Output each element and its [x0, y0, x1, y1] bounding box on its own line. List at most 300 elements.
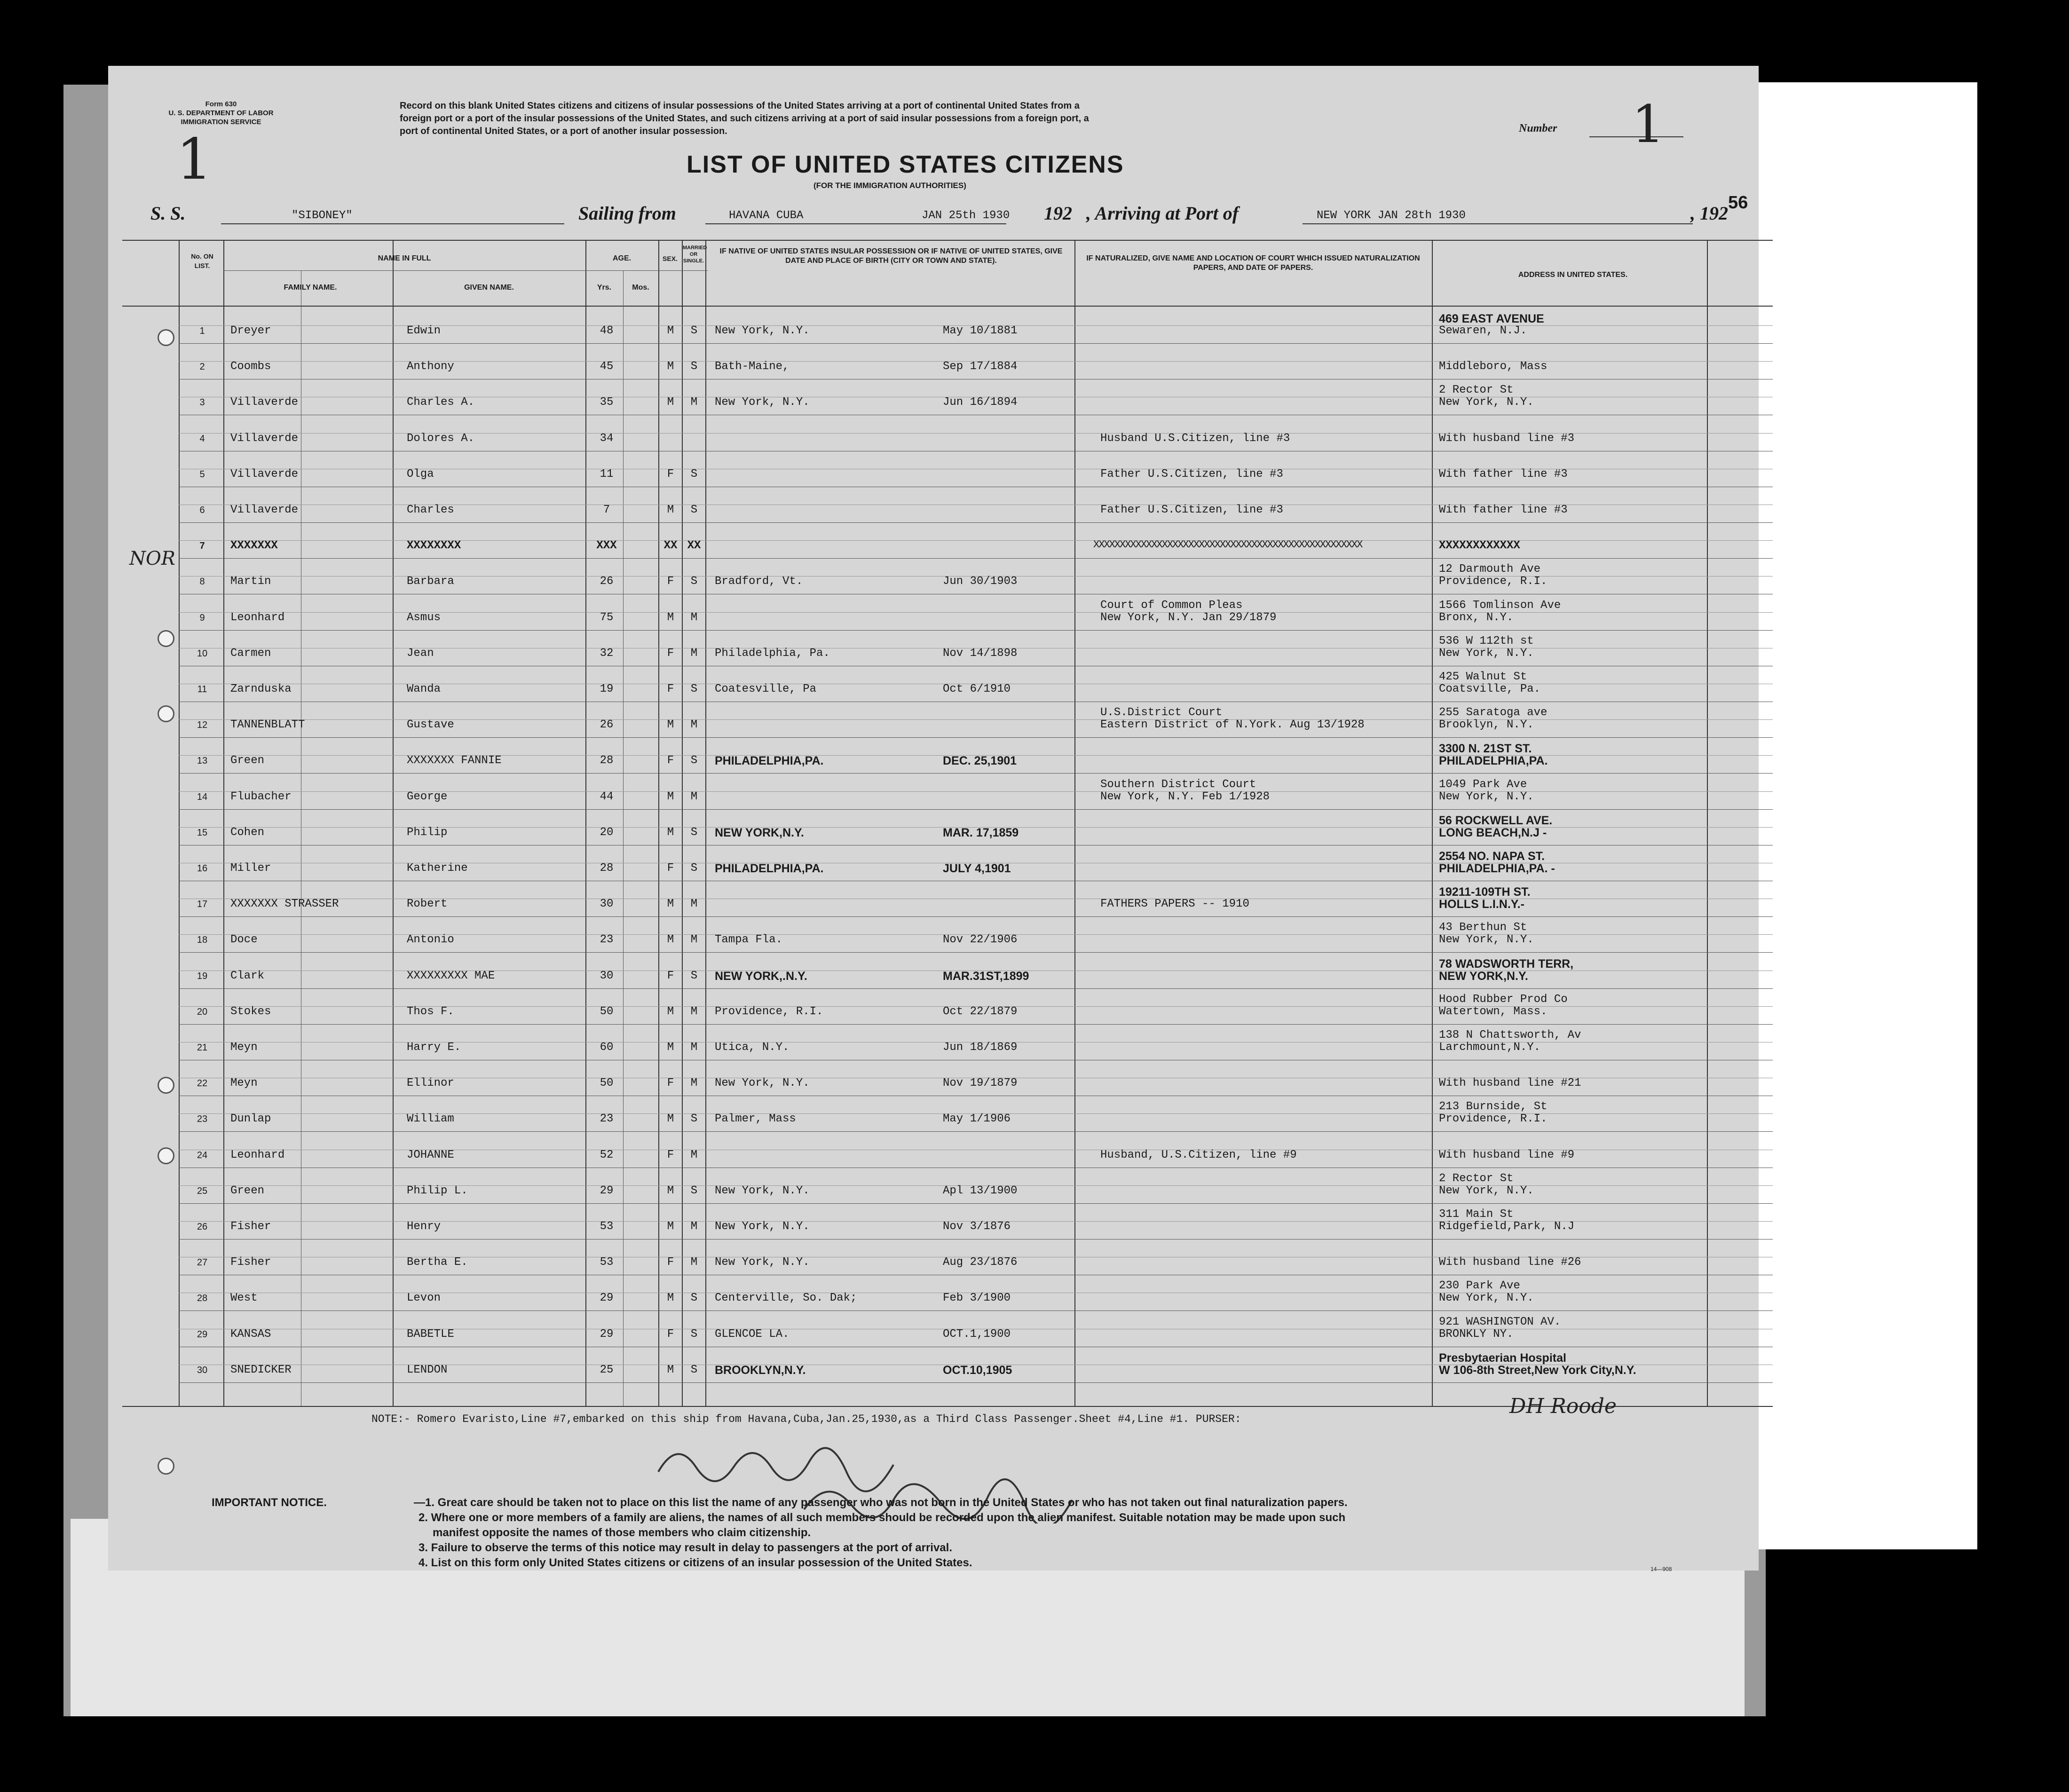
row-sex: F	[667, 969, 674, 982]
row-family: Zarnduska	[230, 683, 292, 695]
row-family: Villaverde	[230, 396, 299, 409]
from-underline	[705, 223, 1006, 224]
row-yrs: 34	[600, 432, 614, 445]
row-given: Olga	[407, 467, 434, 481]
row-sex: F	[667, 862, 674, 875]
row-addr1: 1049 Park Ave	[1439, 778, 1527, 791]
row-ms: XX	[687, 539, 701, 553]
col-no: No. ON LIST.	[191, 253, 213, 269]
row-ms: S	[690, 1184, 698, 1197]
instructions-line: foreign port or a port of the insular possessions of the United States, and such citizens arriving at a port of said insular possessions from a foreign port, a	[400, 113, 1089, 124]
row-yrs: 53	[600, 1220, 614, 1233]
instructions	[400, 100, 1552, 138]
row-date: JULY 4,1901	[943, 862, 1011, 875]
row-nat2: FATHERS PAPERS -- 1910	[1100, 898, 1249, 911]
row-sex: M	[667, 1005, 674, 1018]
row-yrs: 25	[600, 1363, 614, 1376]
row-given: Charles	[407, 504, 454, 516]
row-sex: M	[667, 1113, 674, 1126]
row-place: New York, N.Y.	[715, 1220, 810, 1233]
row-addr2: With husband line #9	[1439, 1148, 1575, 1161]
row-given: Henry	[407, 1220, 441, 1233]
sailing-date: JAN 25th 1930	[922, 209, 1010, 222]
row-rule	[179, 630, 1773, 631]
col-age: AGE.	[612, 254, 632, 262]
table-header-rule	[122, 306, 1773, 307]
notice-item: manifest opposite the names of those members who claim citizenship.	[433, 1526, 811, 1539]
row-addr2: Bronx, N.Y.	[1439, 611, 1514, 624]
row-yrs: 60	[600, 1041, 614, 1054]
row-nat2: Eastern District of N.York. Aug 13/1928	[1100, 718, 1365, 732]
form-number: Form 630	[205, 100, 237, 108]
row-family: Doce	[230, 933, 258, 947]
row-sex: F	[667, 575, 674, 588]
year-printed: 192	[1044, 203, 1072, 224]
row-rule	[179, 952, 1773, 953]
row-date: Nov 3/1876	[943, 1220, 1011, 1233]
row-no: 17	[197, 899, 208, 910]
row-addr1: 19211-109TH ST.	[1439, 885, 1531, 899]
row-given: William	[407, 1113, 454, 1126]
row-sex: M	[667, 1363, 674, 1376]
row-addr1: 2 Rector St	[1439, 384, 1514, 397]
table-top-rule	[122, 240, 1773, 241]
row-given: Gustave	[407, 718, 454, 732]
row-addr1: 311 Main St	[1439, 1208, 1514, 1221]
row-ms: M	[690, 933, 698, 947]
row-ms: M	[690, 611, 698, 624]
row-addr1: 2 Rector St	[1439, 1172, 1514, 1185]
row-sex: M	[667, 718, 674, 732]
row-family: West	[230, 1292, 258, 1305]
row-place: BROOKLYN,N.Y.	[715, 1363, 806, 1377]
form-code: 14—908	[1650, 1566, 1672, 1572]
row-addr2: With husband line #21	[1439, 1077, 1581, 1090]
note-line: NOTE:- Romero Evaristo,Line #7,embarked on this ship from Havana,Cuba,Jan.25,1930,as a Third Class Passenger.Sheet #4,Line #1. PURSER:	[371, 1413, 1241, 1425]
row-date: DEC. 25,1901	[943, 754, 1017, 768]
row-family: XXXXXXX STRASSER	[230, 898, 339, 911]
row-rule	[179, 1131, 1773, 1132]
row-date: Nov 14/1898	[943, 647, 1018, 660]
row-family: Flubacher	[230, 790, 292, 803]
punch-hole	[158, 1077, 174, 1094]
row-rule	[179, 809, 1773, 810]
row-ms: M	[690, 1256, 698, 1269]
row-no: 27	[197, 1257, 208, 1268]
row-family: Carmen	[230, 647, 271, 660]
row-given: Barbara	[407, 575, 454, 588]
col-address: ADDRESS IN UNITED STATES.	[1518, 271, 1628, 279]
row-family: Leonhard	[230, 611, 285, 624]
row-sex: M	[667, 933, 674, 947]
row-addr1: 12 Darmouth Ave	[1439, 563, 1541, 576]
col-name-in-full: NAME IN FULL	[378, 254, 431, 262]
row-sex: M	[667, 611, 674, 624]
row-place: New York, N.Y.	[715, 1077, 810, 1090]
row-sex: F	[667, 1148, 674, 1161]
row-addr2: Watertown, Mass.	[1439, 1005, 1548, 1018]
row-given: Asmus	[407, 611, 441, 624]
row-sex: F	[667, 1077, 674, 1090]
row-addr2: With husband line #26	[1439, 1256, 1581, 1269]
row-ms: M	[690, 790, 698, 803]
row-nat1: Court of Common Pleas	[1100, 599, 1243, 612]
number-label: Number	[1519, 122, 1557, 134]
row-addr2: New York, N.Y.	[1439, 933, 1534, 947]
row-addr1: 921 WASHINGTON AV.	[1439, 1315, 1561, 1328]
row-date: May 10/1881	[943, 324, 1018, 337]
row-no: 10	[197, 648, 208, 659]
row-given: Anthony	[407, 360, 454, 373]
row-yrs: 7	[603, 504, 610, 516]
row-date: Sep 17/1884	[943, 360, 1018, 373]
row-given: LENDON	[407, 1363, 448, 1376]
row-sex: F	[667, 467, 674, 481]
row-sex: M	[667, 360, 674, 373]
row-addr2: Providence, R.I.	[1439, 575, 1548, 588]
row-family: Miller	[230, 862, 271, 875]
row-date: Jun 30/1903	[943, 575, 1018, 588]
row-no: 26	[197, 1222, 208, 1232]
row-yrs: 48	[600, 324, 614, 337]
row-yrs: 29	[600, 1327, 614, 1341]
row-no: 18	[197, 935, 208, 946]
row-yrs: XXX	[596, 539, 617, 553]
page-number: 56	[1728, 193, 1748, 213]
row-addr1: 469 EAST AVENUE	[1439, 312, 1544, 325]
row-place: New York, N.Y.	[715, 1184, 810, 1197]
row-rule	[179, 737, 1773, 738]
row-yrs: 29	[600, 1184, 614, 1197]
row-sex: F	[667, 1256, 674, 1269]
row-addr1: 138 N Chattsworth, Av	[1439, 1029, 1581, 1042]
ship-underline	[221, 223, 564, 224]
row-yrs: 75	[600, 611, 614, 624]
row-date: Nov 19/1879	[943, 1077, 1018, 1090]
row-sex: M	[667, 790, 674, 803]
row-addr1: 536 W 112th st	[1439, 634, 1534, 647]
row-yrs: 35	[600, 396, 614, 409]
row-no: 29	[197, 1329, 208, 1340]
ship-name: "SIBONEY"	[292, 209, 353, 222]
row-addr1: 213 Burnside, St	[1439, 1100, 1548, 1113]
service: IMMIGRATION SERVICE	[181, 118, 261, 126]
row-rule	[179, 1310, 1773, 1311]
row-ms: M	[690, 898, 698, 911]
row-ms: M	[690, 396, 698, 409]
row-place: Tampa Fla.	[715, 933, 783, 947]
row-given: Philip L.	[407, 1184, 468, 1197]
row-sex: F	[667, 1327, 674, 1341]
row-nat2: New York, N.Y. Feb 1/1928	[1100, 790, 1270, 803]
strike-line: XXXXXXXXXXXXXXXXXXXXXXXXXXXXXXXXXXXXXXXXXXXXXXXXXXX	[1093, 539, 1362, 551]
row-no: 22	[197, 1078, 208, 1089]
row-given: Jean	[407, 647, 434, 660]
sailing-label: Sailing from	[578, 203, 676, 224]
row-family: Villaverde	[230, 467, 299, 481]
row-family: SNEDICKER	[230, 1363, 292, 1376]
header-subrule	[223, 270, 708, 271]
manifest-page	[108, 66, 1759, 1571]
row-yrs: 19	[600, 683, 614, 695]
row-nat1: U.S.District Court	[1100, 706, 1223, 719]
row-addr2: New York, N.Y.	[1439, 1184, 1534, 1197]
row-addr2: LONG BEACH,N.J -	[1439, 826, 1547, 839]
row-place: New York, N.Y.	[715, 324, 810, 337]
row-nat2: New York, N.Y. Jan 29/1879	[1100, 611, 1277, 624]
row-rule	[179, 1203, 1773, 1204]
row-rule	[179, 522, 1773, 523]
row-given: Charles A.	[407, 396, 475, 409]
arriving-label: , Arriving at Port of	[1086, 203, 1239, 224]
row-place: Utica, N.Y.	[715, 1041, 790, 1054]
purser-signature: DH Roode	[1509, 1394, 1617, 1418]
row-place: GLENCOE LA.	[715, 1327, 790, 1341]
row-place: Coatesville, Pa	[715, 683, 817, 695]
row-ms: S	[690, 467, 698, 481]
row-no: 20	[197, 1006, 208, 1017]
row-yrs: 45	[600, 360, 614, 373]
row-ms: M	[690, 718, 698, 732]
row-no: 23	[197, 1114, 208, 1125]
row-yrs: 30	[600, 898, 614, 911]
row-family: Green	[230, 1184, 265, 1197]
punch-hole	[158, 1458, 174, 1475]
row-addr2: XXXXXXXXXXXX	[1439, 539, 1520, 553]
row-addr2: Larchmount,N.Y.	[1439, 1041, 1541, 1054]
row-no: 13	[197, 756, 208, 766]
row-no: 15	[197, 827, 208, 838]
row-given: Wanda	[407, 683, 441, 695]
row-sex: F	[667, 683, 674, 695]
row-yrs: 23	[600, 1113, 614, 1126]
row-ms: S	[690, 862, 698, 875]
number-value: 1	[1632, 94, 1665, 154]
row-family: Stokes	[230, 1005, 271, 1018]
row-no: 9	[199, 612, 205, 623]
row-sex: M	[667, 324, 674, 337]
row-ms: S	[690, 1327, 698, 1341]
row-place: Providence, R.I.	[715, 1005, 823, 1018]
col-given: GIVEN NAME.	[464, 284, 514, 292]
row-sex: XX	[663, 539, 678, 553]
row-given: George	[407, 790, 448, 803]
col-naturalized: IF NATURALIZED, GIVE NAME AND LOCATION OF COURT WHICH ISSUED NATURALIZATION PAPERS, AND DATE OF PAPERS.	[1086, 254, 1420, 272]
row-addr2: New York, N.Y.	[1439, 790, 1534, 803]
row-place: PHILADELPHIA,PA.	[715, 754, 824, 768]
row-date: Oct 22/1879	[943, 1005, 1018, 1018]
row-place: Centerville, So. Dak;	[715, 1292, 857, 1305]
row-family: Villaverde	[230, 432, 299, 445]
row-family: KANSAS	[230, 1327, 271, 1341]
row-given: Bertha E.	[407, 1256, 468, 1269]
row-addr2: New York, N.Y.	[1439, 396, 1534, 409]
row-ms: S	[690, 504, 698, 516]
row-place: Bath-Maine,	[715, 360, 790, 373]
row-yrs: 28	[600, 754, 614, 767]
adjacent-page	[1756, 82, 1977, 1549]
punch-hole	[158, 329, 174, 346]
year-printed-2: , 192	[1690, 203, 1728, 224]
row-ms: M	[690, 1041, 698, 1054]
row-date: OCT.10,1905	[943, 1363, 1012, 1377]
row-family: Coombs	[230, 360, 271, 373]
row-ms: S	[690, 1292, 698, 1305]
row-addr2: With father line #3	[1439, 467, 1568, 481]
row-sex: M	[667, 504, 674, 516]
row-family: Cohen	[230, 826, 265, 839]
instructions-line: port of continental United States, or a port of another insular possession.	[400, 126, 727, 136]
row-place: Bradford, Vt.	[715, 575, 803, 588]
row-sex: M	[667, 1220, 674, 1233]
row-given: Thos F.	[407, 1005, 454, 1018]
row-given: Ellinor	[407, 1077, 454, 1090]
row-given: Antonio	[407, 933, 454, 947]
row-no: 6	[199, 505, 205, 515]
row-date: OCT.1,1900	[943, 1327, 1011, 1341]
row-yrs: 53	[600, 1256, 614, 1269]
col-birth: IF NATIVE OF UNITED STATES INSULAR POSSESSION OR IF NATIVE OF UNITED STATES, GIVE DATE AND PLACE OF BIRTH (CITY OR TOWN AND STATE).	[719, 247, 1063, 265]
row-no: 14	[197, 791, 208, 802]
row-date: Jun 16/1894	[943, 396, 1018, 409]
row-sex: M	[667, 1184, 674, 1197]
row-no: 7	[199, 541, 205, 552]
col-mos: Mos.	[632, 284, 649, 292]
row-no: 24	[197, 1150, 208, 1160]
row-given: XXXXXXX FANNIE	[407, 754, 502, 767]
row-no: 16	[197, 863, 208, 874]
row-family: Martin	[230, 575, 271, 588]
row-addr1: 230 Park Ave	[1439, 1279, 1520, 1293]
row-given: Dolores A.	[407, 432, 475, 445]
row-addr2: Coatsville, Pa.	[1439, 683, 1541, 695]
row-ms: M	[690, 1148, 698, 1161]
row-given: Harry E.	[407, 1041, 461, 1054]
row-addr1: 425 Walnut St	[1439, 671, 1527, 683]
row-ms: S	[690, 324, 698, 337]
left-mark: 1	[176, 127, 213, 192]
row-sex: M	[667, 1292, 674, 1305]
row-place: NEW YORK,.N.Y.	[715, 969, 807, 983]
row-yrs: 52	[600, 1148, 614, 1161]
row-addr1: 3300 N. 21ST ST.	[1439, 742, 1532, 756]
col-yrs: Yrs.	[597, 284, 612, 292]
row-yrs: 20	[600, 826, 614, 839]
row-given: XXXXXXXXX MAE	[407, 969, 495, 982]
row-ms: S	[690, 575, 698, 588]
department: U. S. DEPARTMENT OF LABOR	[168, 109, 274, 117]
row-addr2: PHILADELPHIA,PA.	[1439, 754, 1548, 768]
row-date: Oct 6/1910	[943, 683, 1011, 695]
sailing-from: HAVANA CUBA	[729, 209, 804, 222]
page-subtitle: (FOR THE IMMIGRATION AUTHORITIES)	[813, 181, 966, 190]
row-yrs: 44	[600, 790, 614, 803]
row-yrs: 28	[600, 862, 614, 875]
row-date: Jun 18/1869	[943, 1041, 1018, 1054]
row-date: MAR. 17,1859	[943, 826, 1019, 839]
row-ms: S	[690, 683, 698, 695]
row-rule	[179, 1382, 1773, 1383]
row-no: 12	[197, 720, 208, 731]
row-family: Leonhard	[230, 1148, 285, 1161]
col-family: FAMILY NAME.	[284, 284, 337, 292]
row-nat2: Husband U.S.Citizen, line #3	[1100, 432, 1290, 445]
row-addr1: 2554 NO. NAPA ST.	[1439, 850, 1545, 863]
row-place: New York, N.Y.	[715, 396, 810, 409]
row-given: Philip	[407, 826, 448, 839]
row-addr1: 1566 Tomlinson Ave	[1439, 599, 1561, 612]
row-given: Levon	[407, 1292, 441, 1305]
row-nat2: Father U.S.Citizen, line #3	[1100, 504, 1283, 516]
row-ms: M	[690, 1005, 698, 1018]
row-no: 30	[197, 1365, 208, 1375]
ss-label: S. S.	[150, 203, 186, 224]
row-addr1: 56 ROCKWELL AVE.	[1439, 813, 1553, 827]
row-sex: F	[667, 754, 674, 767]
row-given: Edwin	[407, 324, 441, 337]
row-addr2: With husband line #3	[1439, 432, 1575, 445]
row-addr2: W 106-8th Street,New York City,N.Y.	[1439, 1363, 1636, 1377]
row-given: Robert	[407, 898, 448, 911]
row-ms: S	[690, 754, 698, 767]
row-addr2: HOLLS L.I.N.Y.-	[1439, 898, 1524, 911]
row-no: 1	[199, 326, 205, 336]
margin-mark: NOR	[129, 548, 175, 569]
row-family: Fisher	[230, 1220, 271, 1233]
row-given: XXXXXXXX	[407, 539, 461, 553]
instructions-line: Record on this blank United States citizens and citizens of insular possessions of the United States arriving at a port of continental United States from a	[400, 101, 1080, 111]
row-ms: S	[690, 1113, 698, 1126]
column-divider	[623, 270, 624, 1406]
row-addr1: Hood Rubber Prod Co	[1439, 993, 1568, 1006]
row-family: TANNENBLATT	[230, 718, 305, 732]
row-rule	[179, 343, 1773, 344]
row-place: New York, N.Y.	[715, 1256, 810, 1269]
punch-hole	[158, 1147, 174, 1164]
row-yrs: 32	[600, 647, 614, 660]
row-sex: M	[667, 898, 674, 911]
row-no: 11	[197, 684, 207, 695]
row-no: 19	[197, 971, 208, 981]
row-no: 4	[199, 433, 205, 444]
row-rule	[179, 988, 1773, 989]
row-ms: M	[690, 1220, 698, 1233]
notice-item: 2. Where one or more members of a family are aliens, the names of all such members should be recorded upon the alien manifest. Suitable notation may be made upon such	[419, 1511, 1346, 1524]
row-ms: M	[690, 647, 698, 660]
row-family: Dunlap	[230, 1113, 271, 1126]
row-yrs: 26	[600, 575, 614, 588]
row-addr1: 78 WADSWORTH TERR,	[1439, 957, 1574, 971]
col-sex: SEX.	[663, 255, 678, 262]
row-addr2: Providence, R.I.	[1439, 1113, 1548, 1126]
row-place: PHILADELPHIA,PA.	[715, 862, 824, 875]
row-yrs: 29	[600, 1292, 614, 1305]
row-place: NEW YORK,N.Y.	[715, 826, 804, 839]
row-nat1: Southern District Court	[1100, 778, 1256, 791]
row-date: May 1/1906	[943, 1113, 1011, 1126]
row-nat2: Father U.S.Citizen, line #3	[1100, 467, 1283, 481]
row-rule	[179, 773, 1773, 774]
row-addr1: 43 Berthun St	[1439, 921, 1527, 934]
row-family: Meyn	[230, 1077, 258, 1090]
row-rule	[179, 558, 1773, 559]
row-yrs: 11	[600, 467, 614, 481]
notice-heading: IMPORTANT NOTICE.	[212, 1496, 327, 1509]
row-nat2: Husband, U.S.Citizen, line #9	[1100, 1148, 1297, 1161]
row-yrs: 50	[600, 1005, 614, 1018]
row-yrs: 23	[600, 933, 614, 947]
row-sex: M	[667, 396, 674, 409]
